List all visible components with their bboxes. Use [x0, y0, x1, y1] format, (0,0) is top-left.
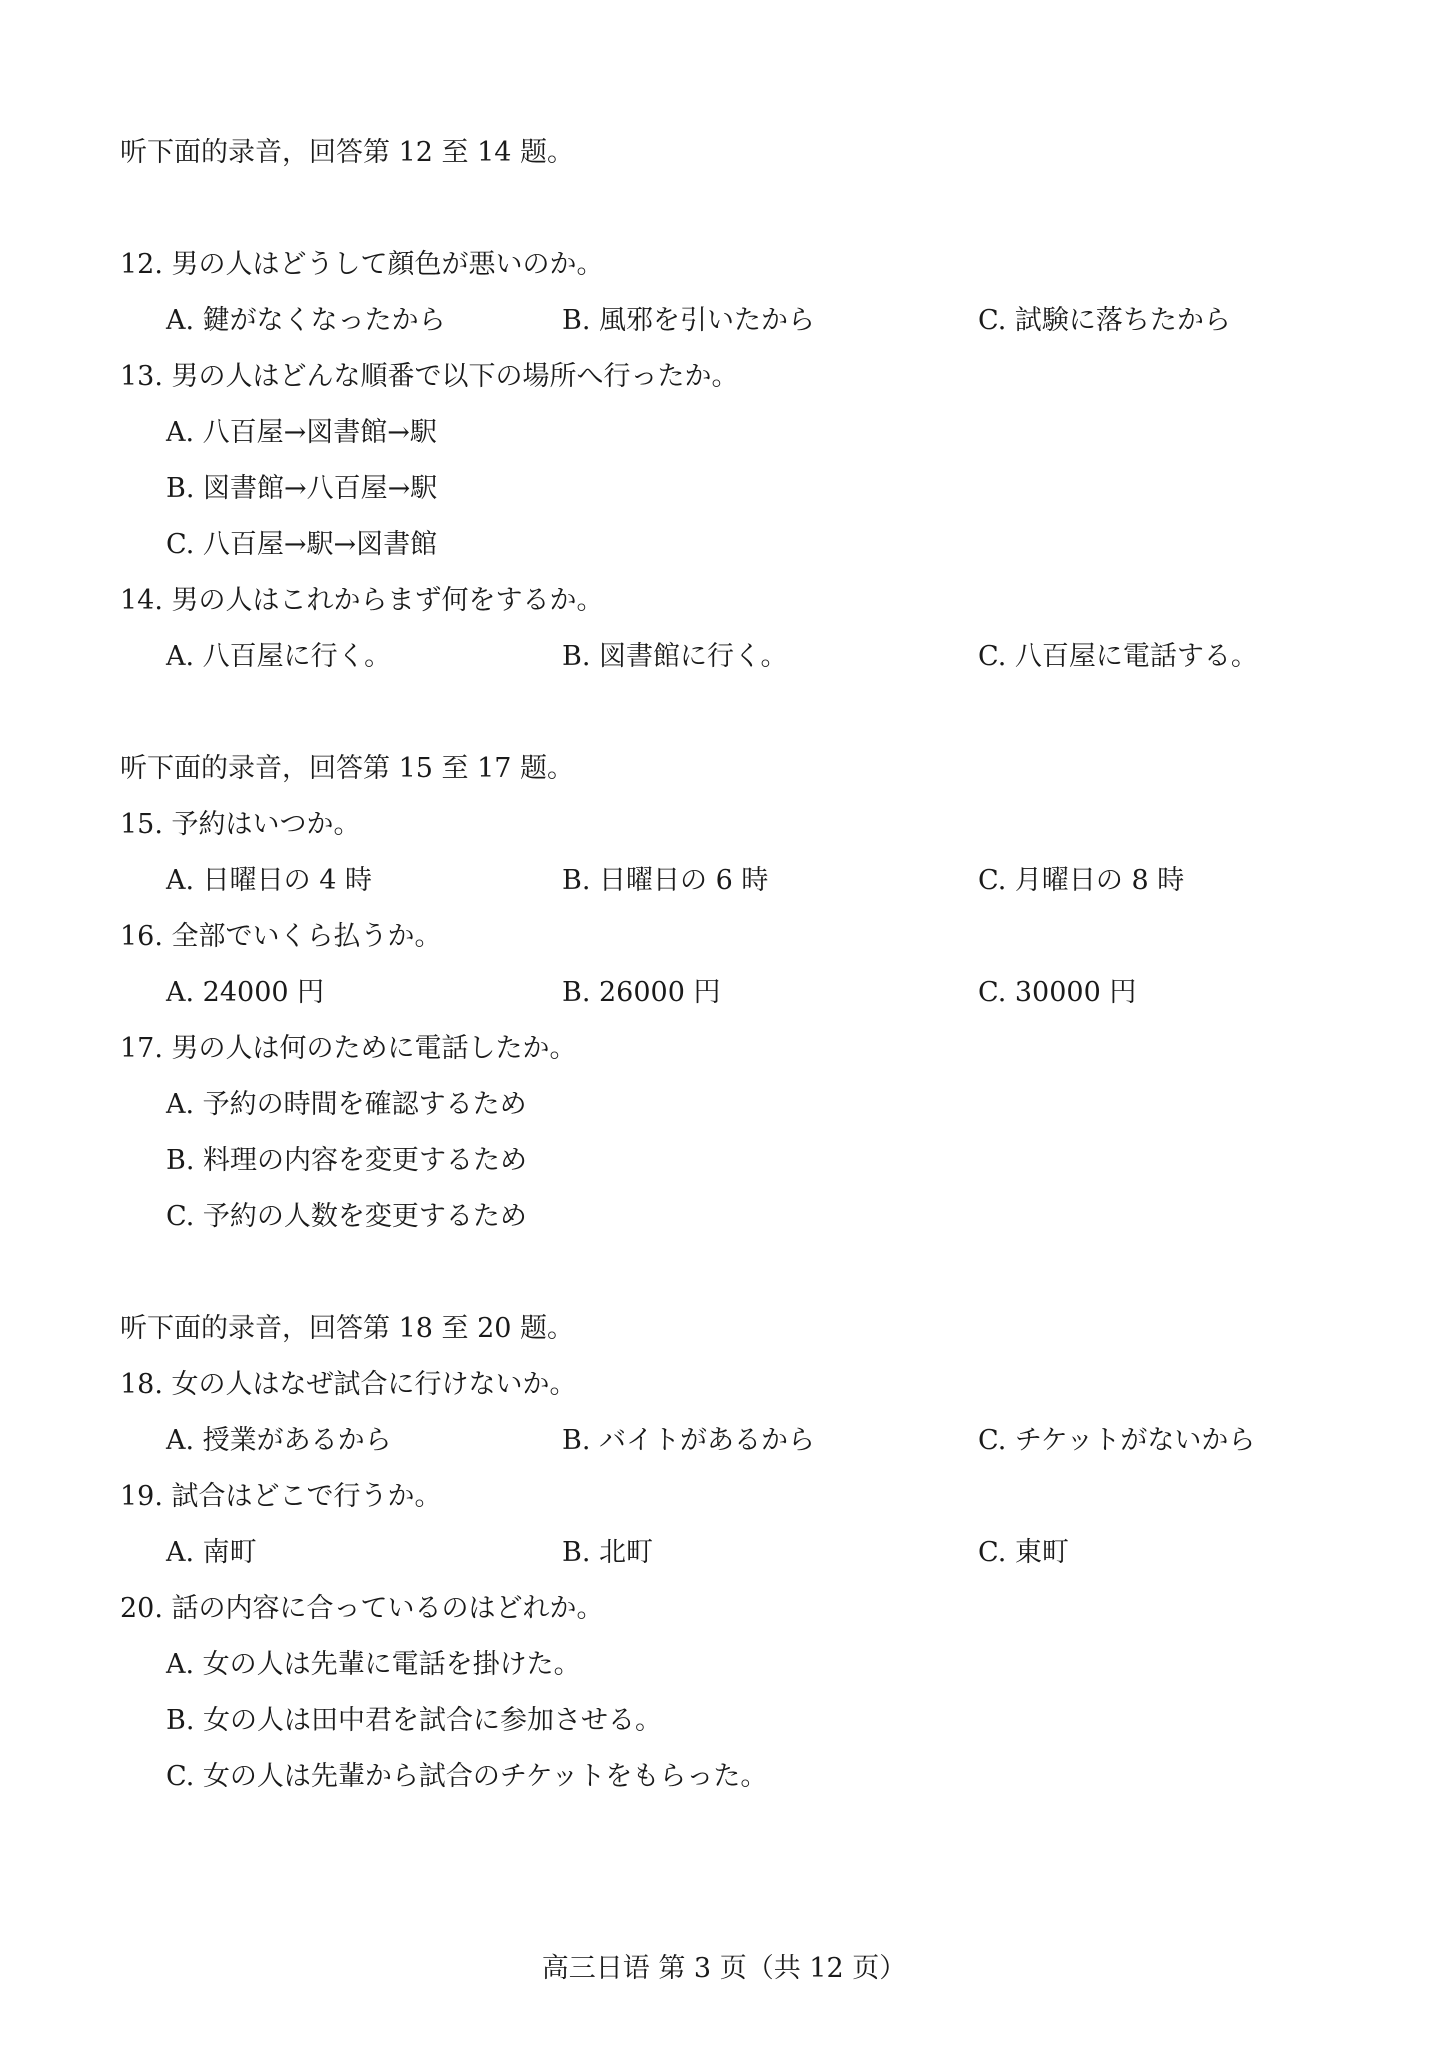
section-instruction: 听下面的录音，回答第 18 至 20 题。: [120, 1313, 575, 1344]
option-16-b: B. 26000 円: [562, 977, 721, 1008]
option-20-a: A. 女の人は先輩に電話を掛けた。: [166, 1649, 581, 1680]
section-instruction: 听下面的录音，回答第 12 至 14 题。: [120, 137, 575, 168]
page-footer: 高三日语 第 3 页（共 12 页）: [541, 1953, 907, 1984]
option-20-c: C. 女の人は先輩から試合のチケットをもらった。: [166, 1761, 768, 1792]
option-20-b: B. 女の人は田中君を試合に参加させる。: [166, 1705, 663, 1736]
option-12-a: A. 鍵がなくなったから: [166, 305, 446, 336]
option-17-b: B. 料理の内容を変更するため: [166, 1145, 528, 1176]
option-19-c: C. 東町: [978, 1537, 1069, 1568]
option-17-a: A. 予約の時間を確認するため: [166, 1089, 527, 1120]
option-14-c: C. 八百屋に電話する。: [978, 641, 1258, 672]
question-14: 14. 男の人はこれからまず何をするか。: [120, 585, 604, 616]
option-17-c: C. 予約の人数を変更するため: [166, 1201, 527, 1232]
option-18-a: A. 授業があるから: [166, 1425, 392, 1456]
option-16-a: A. 24000 円: [166, 977, 325, 1008]
question-17: 17. 男の人は何のために電話したか。: [120, 1033, 577, 1064]
option-14-a: A. 八百屋に行く。: [166, 641, 392, 672]
question-18: 18. 女の人はなぜ試合に行けないか。: [120, 1369, 577, 1400]
question-20: 20. 話の内容に合っているのはどれか。: [120, 1593, 604, 1624]
option-15-b: B. 日曜日の 6 時: [562, 865, 769, 896]
option-14-b: B. 図書館に行く。: [562, 641, 788, 672]
question-12: 12. 男の人はどうして顔色が悪いのか。: [120, 249, 604, 280]
option-13-a: A. 八百屋→図書館→駅: [166, 417, 437, 448]
option-12-b: B. 風邪を引いたから: [562, 305, 816, 336]
option-15-c: C. 月曜日の 8 時: [978, 865, 1185, 896]
question-16: 16. 全部でいくら払うか。: [120, 921, 442, 952]
question-13: 13. 男の人はどんな順番で以下の場所へ行ったか。: [120, 361, 739, 392]
section-instruction: 听下面的录音，回答第 15 至 17 题。: [120, 753, 575, 784]
question-15: 15. 予約はいつか。: [120, 809, 361, 840]
option-16-c: C. 30000 円: [978, 977, 1137, 1008]
option-19-b: B. 北町: [562, 1537, 654, 1568]
option-12-c: C. 試験に落ちたから: [978, 305, 1231, 336]
question-19: 19. 試合はどこで行うか。: [120, 1481, 442, 1512]
option-13-b: B. 図書館→八百屋→駅: [166, 473, 438, 504]
option-13-c: C. 八百屋→駅→図書館: [166, 529, 438, 560]
option-15-a: A. 日曜日の 4 時: [166, 865, 373, 896]
option-19-a: A. 南町: [166, 1537, 257, 1568]
option-18-b: B. バイトがあるから: [562, 1425, 816, 1456]
option-18-c: C. チケットがないから: [978, 1425, 1256, 1456]
